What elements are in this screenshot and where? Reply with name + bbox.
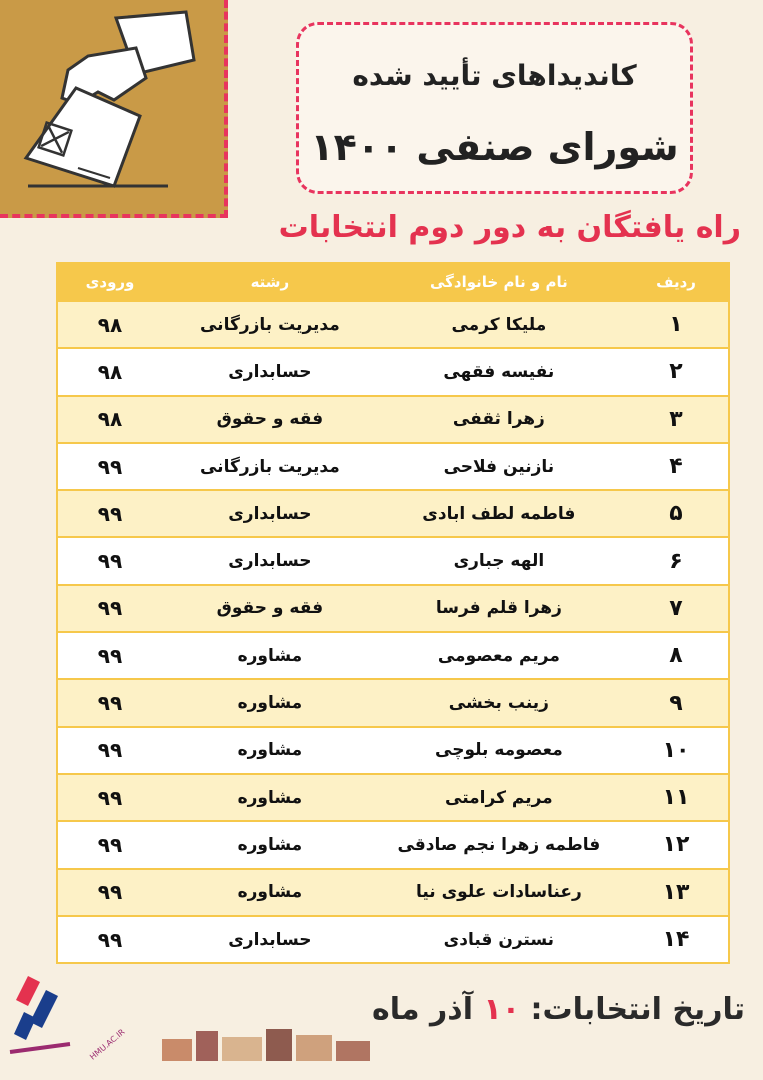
date-label: تاریخ انتخابات: — [530, 992, 745, 1027]
entry-year: ۹۸ — [56, 397, 164, 444]
field-of-study: مشاوره — [164, 728, 376, 775]
candidate-name: زهرا ثقفی — [376, 397, 622, 444]
candidate-name: ملیکا کرمی — [376, 302, 622, 349]
row-number: ۶ — [622, 538, 730, 585]
col-header-row-number: ردیف — [622, 262, 730, 302]
table-row — [56, 822, 730, 869]
table-row — [56, 491, 730, 538]
col-header-name: نام و نام خانوادگی — [376, 262, 622, 302]
table-row — [56, 349, 730, 396]
row-number: ۷ — [622, 586, 730, 633]
field-of-study: مشاوره — [164, 680, 376, 727]
row-number: ۲ — [622, 349, 730, 396]
table-row — [56, 586, 730, 633]
field-of-study: حسابداری — [164, 491, 376, 538]
election-date — [372, 992, 745, 1027]
row-number: ۵ — [622, 491, 730, 538]
field-of-study: حسابداری — [164, 917, 376, 964]
entry-year: ۹۹ — [56, 822, 164, 869]
row-number: ۱۴ — [622, 917, 730, 964]
candidate-name: زینب بخشی — [376, 680, 622, 727]
candidate-name: رعناسادات علوی نیا — [376, 870, 622, 917]
field-of-study: مدیریت بازرگانی — [164, 302, 376, 349]
entry-year: ۹۸ — [56, 349, 164, 396]
row-number: ۳ — [622, 397, 730, 444]
table-row — [56, 775, 730, 822]
candidate-name: مریم معصومی — [376, 633, 622, 680]
table-row — [56, 870, 730, 917]
table-row — [56, 302, 730, 349]
candidate-name: نسترن قبادی — [376, 917, 622, 964]
field-of-study: حسابداری — [164, 538, 376, 585]
candidate-name: مریم کرامتی — [376, 775, 622, 822]
row-number: ۱۳ — [622, 870, 730, 917]
subtitle: راه یافتگان به دور دوم انتخابات — [278, 210, 741, 245]
ballot-box-icon — [18, 8, 208, 198]
candidate-name: زهرا قلم فرسا — [376, 586, 622, 633]
entry-year: ۹۹ — [56, 917, 164, 964]
field-of-study: مشاوره — [164, 870, 376, 917]
field-of-study: مدیریت بازرگانی — [164, 444, 376, 491]
candidate-name: نفیسه فقهی — [376, 349, 622, 396]
field-of-study: فقه و حقوق — [164, 397, 376, 444]
entry-year: ۹۹ — [56, 775, 164, 822]
entry-year: ۹۹ — [56, 680, 164, 727]
candidates-table — [56, 262, 730, 964]
title-line1: کاندیداهای تأیید شده — [352, 59, 637, 92]
field-of-study: مشاوره — [164, 822, 376, 869]
col-header-field: رشته — [164, 262, 376, 302]
field-of-study: حسابداری — [164, 349, 376, 396]
ballot-panel — [0, 0, 228, 218]
field-of-study: فقه و حقوق — [164, 586, 376, 633]
date-month: آذر ماه — [372, 992, 473, 1027]
candidate-name: الهه جباری — [376, 538, 622, 585]
table-row — [56, 917, 730, 964]
entry-year: ۹۹ — [56, 870, 164, 917]
entry-year: ۹۹ — [56, 444, 164, 491]
table-row — [56, 444, 730, 491]
row-number: ۱ — [622, 302, 730, 349]
entry-year: ۹۹ — [56, 633, 164, 680]
candidate-name: فاطمه لطف ابادی — [376, 491, 622, 538]
table-row — [56, 538, 730, 585]
date-day: ۱۰ — [483, 992, 521, 1027]
table-row — [56, 728, 730, 775]
row-number: ۸ — [622, 633, 730, 680]
table-row — [56, 633, 730, 680]
table-row — [56, 680, 730, 727]
table-border — [728, 302, 730, 964]
university-logo — [6, 972, 76, 1062]
table-border — [56, 302, 58, 964]
title-box — [296, 22, 693, 194]
field-of-study: مشاوره — [164, 775, 376, 822]
candidate-name: نازنین فلاحی — [376, 444, 622, 491]
col-header-entry-year: ورودی — [56, 262, 164, 302]
title-line2: شورای صنفی ۱۴۰۰ — [310, 125, 679, 169]
row-number: ۱۲ — [622, 822, 730, 869]
field-of-study: مشاوره — [164, 633, 376, 680]
row-number: ۹ — [622, 680, 730, 727]
row-number: ۱۱ — [622, 775, 730, 822]
campus-illustration — [162, 1025, 372, 1063]
entry-year: ۹۸ — [56, 302, 164, 349]
table-row — [56, 397, 730, 444]
entry-year: ۹۹ — [56, 491, 164, 538]
entry-year: ۹۹ — [56, 728, 164, 775]
table-header-row — [56, 262, 730, 302]
entry-year: ۹۹ — [56, 538, 164, 585]
row-number: ۱۰ — [622, 728, 730, 775]
row-number: ۴ — [622, 444, 730, 491]
candidate-name: معصومه بلوچی — [376, 728, 622, 775]
candidate-name: فاطمه زهرا نجم صادقی — [376, 822, 622, 869]
site-url: HMU.AC.IR — [88, 1027, 127, 1062]
entry-year: ۹۹ — [56, 586, 164, 633]
